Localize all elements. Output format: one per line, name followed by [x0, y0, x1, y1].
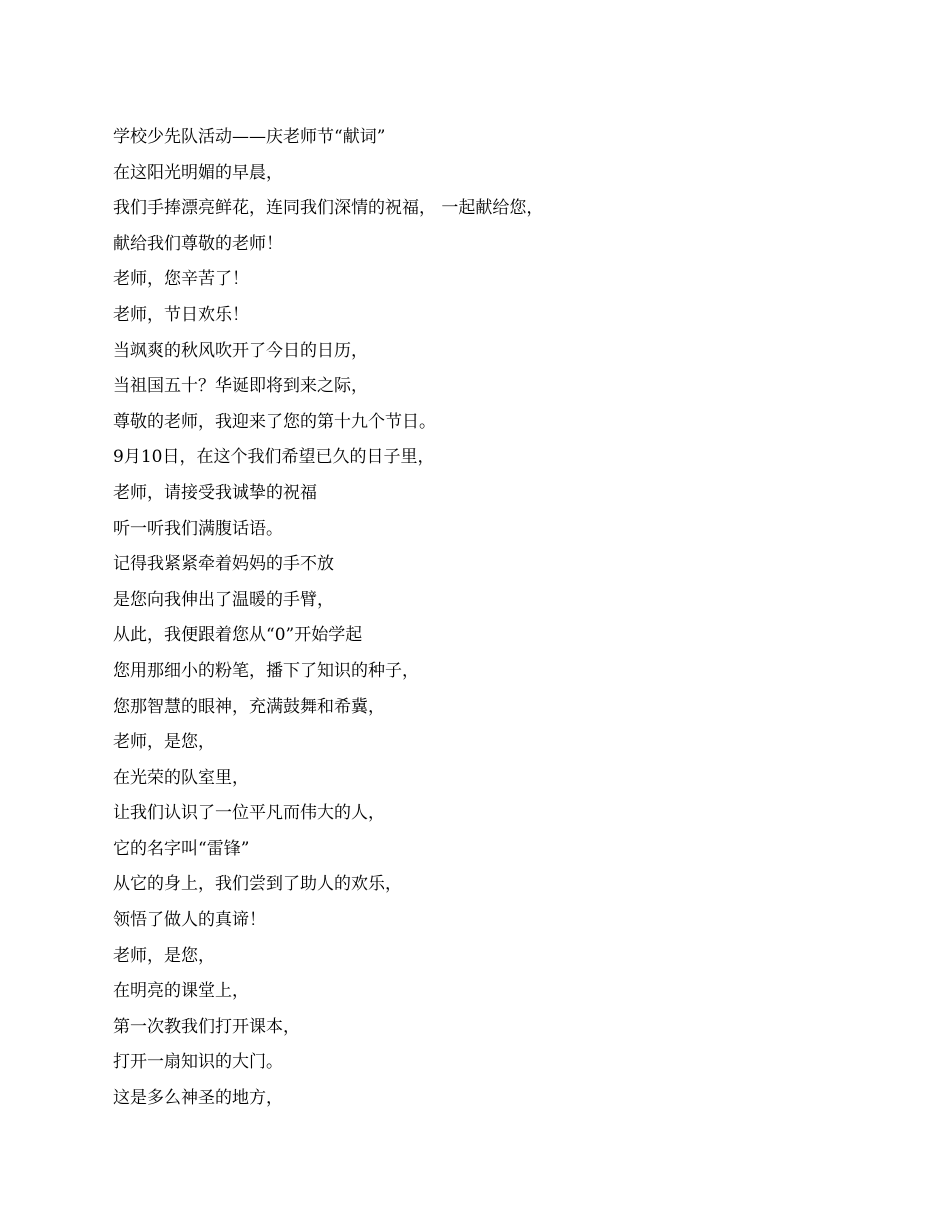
text-line: 老师，是您，	[113, 732, 215, 753]
text-line: 尊敬的老师，我迎来了您的第十九个节日。	[113, 411, 436, 432]
text-line: 献给我们尊敬的老师！	[113, 233, 283, 254]
text-line: 让我们认识了一位平凡而伟大的人，	[113, 803, 385, 824]
text-line: 第一次教我们打开课本，	[113, 1016, 300, 1037]
text-line: 我们手捧漂亮鲜花，连同我们深情的祝福， 一起献给您，	[113, 198, 544, 219]
text-line: 这是多么神圣的地方，	[113, 1088, 283, 1109]
text-line: 在光荣的队室里，	[113, 767, 249, 788]
text-line: 您用那细小的粉笔，播下了知识的种子，	[113, 660, 419, 681]
text-line: 在明亮的课堂上，	[113, 981, 249, 1002]
text-line: 9月10日，在这个我们希望已久的日子里，	[113, 447, 435, 468]
document-title: 学校少先队活动——庆老师节“献词”	[113, 127, 386, 147]
text-line: 听一听我们满腹话语。	[113, 518, 283, 539]
text-line: 老师，是您，	[113, 945, 215, 966]
text-line: 从此，我便跟着您从“0”开始学起	[113, 625, 363, 646]
text-line: 领悟了做人的真谛！	[113, 910, 266, 931]
text-line: 在这阳光明媚的早晨，	[113, 162, 283, 183]
text-line: 当祖国五十？华诞即将到来之际，	[113, 376, 368, 397]
text-line: 老师，节日欢乐！	[113, 304, 249, 325]
text-line: 您那智慧的眼神，充满鼓舞和希冀，	[113, 696, 385, 717]
document-body	[113, 124, 873, 1121]
text-line: 老师，请接受我诚挚的祝福	[113, 482, 317, 503]
text-line: 从它的身上，我们尝到了助人的欢乐，	[113, 874, 402, 895]
text-line: 记得我紧紧牵着妈妈的手不放	[113, 554, 334, 575]
text-line: 是您向我伸出了温暖的手臂，	[113, 589, 334, 610]
text-line: 老师，您辛苦了！	[113, 269, 249, 290]
text-line: 打开一扇知识的大门。	[113, 1052, 283, 1073]
text-line: 当飒爽的秋风吹开了今日的日历，	[113, 340, 368, 361]
text-line: 它的名字叫“雷锋”	[113, 838, 250, 859]
